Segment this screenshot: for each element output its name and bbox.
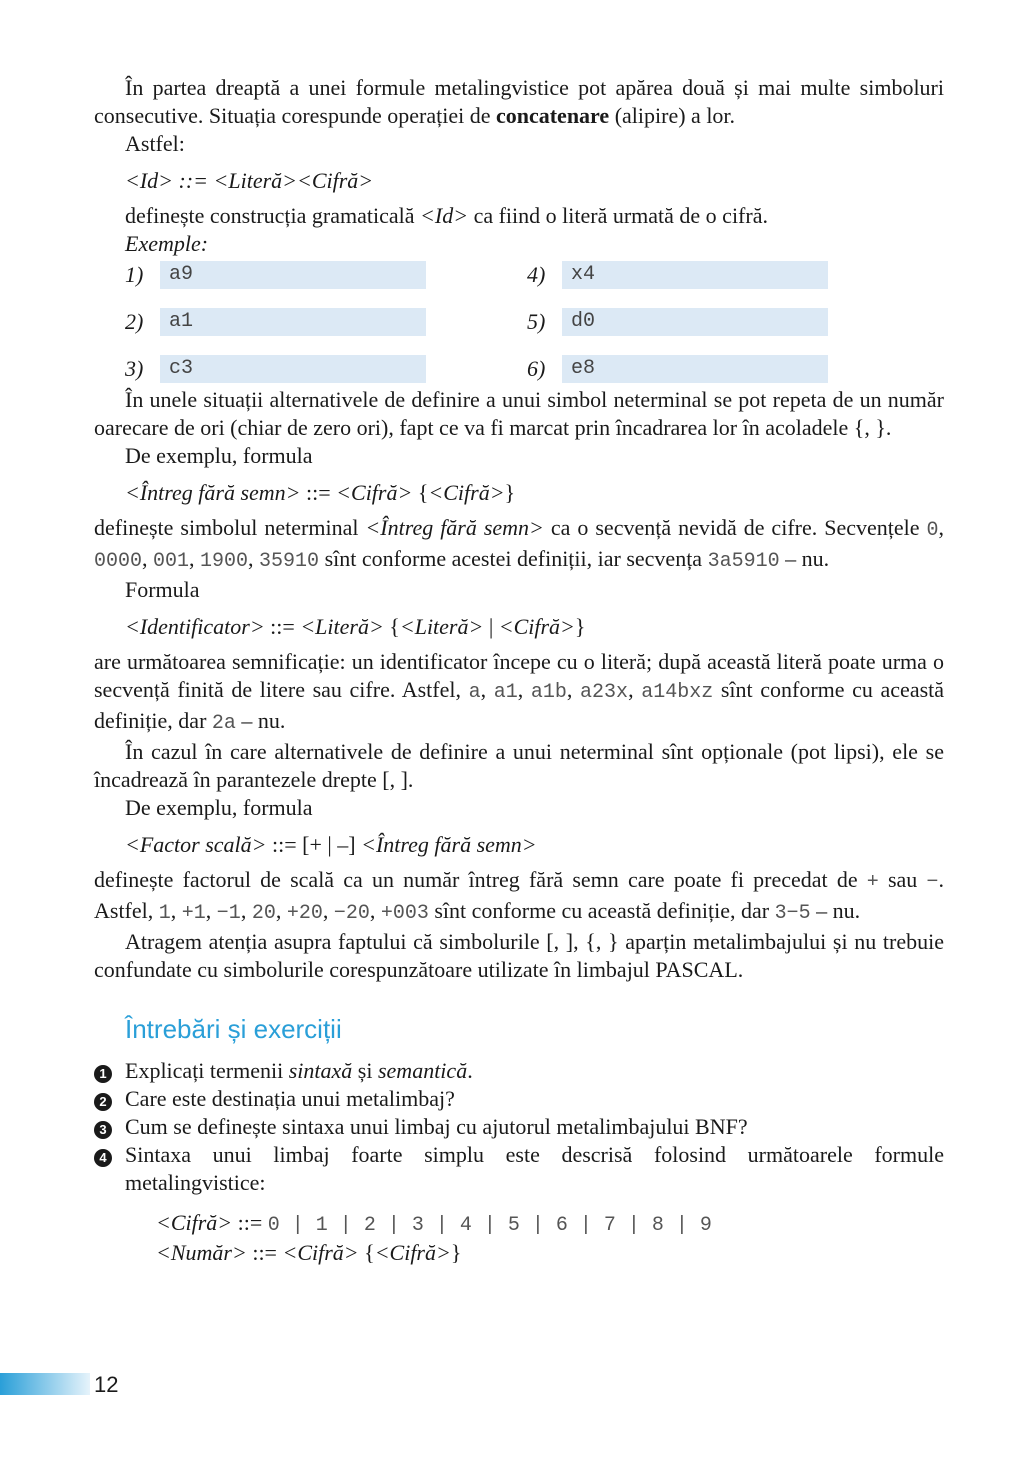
- question-2: 2 Care este destinația unui metalimbaj?: [94, 1085, 944, 1113]
- paragraph-scale-factor: definește factorul de scală ca un număr întreg fără semn care poate fi precedat de + sau −. Astfel, 1, +1, −1, 20, +20, −20, +003 sînt conforme cu această definiție, dar 3−5 – nu.: [94, 867, 944, 925]
- example-item: 5) d0: [527, 308, 929, 336]
- page-body: [94, 74, 944, 1266]
- page-number: 12: [94, 1372, 119, 1397]
- formula-id: <Id> ::= <Literă><Cifră>: [125, 168, 374, 193]
- paragraph-identifier: are următoarea semnificație: un identificator începe cu o literă; după această literă poate urma o secvență finită de litere sau cifre. Astfel, a, a1, a1b, a23x, a14bxz sînt conforme cu această definiție, dar 2a – nu.: [94, 649, 945, 735]
- paragraph-unsigned-integer: definește simbolul neterminal <Întreg fără semn> ca o secvență nevidă de cifre. Secvențele 0, 0000, 001, 1900, 35910 sînt conforme acestei definiții, iar secvența 3a5910 – nu.: [94, 515, 944, 573]
- example-item: 4) x4: [527, 261, 929, 289]
- examples-grid: [125, 260, 944, 384]
- question-4-formulas: [156, 1209, 944, 1266]
- examples-label: Exemple:: [125, 231, 209, 256]
- formula-scale-factor: <Factor scală> ::= [+ | –] <Întreg fără semn>: [125, 832, 537, 857]
- question-4: 4 Sintaxa unui limbaj foarte simplu este descrisă folosind următoarele formule metalingvistice:: [94, 1141, 944, 1197]
- formula-unsigned-integer: <Întreg fără semn> ::= <Cifră> {<Cifră>}: [125, 480, 516, 505]
- paragraph-concatenation: În partea dreaptă a unei formule metalingvistice pot apărea două și mai multe simboluri consecutive. Situația corespunde operației de concatenare (alipire) a lor.: [94, 75, 944, 128]
- page-number-bar: [0, 1373, 90, 1395]
- example-item: 3) c3: [125, 355, 527, 383]
- example-item: 2) a1: [125, 308, 527, 336]
- formula-identifier: <Identificator> ::= <Literă> {<Literă> | <Cifră>}: [125, 614, 586, 639]
- examples-row: [125, 307, 944, 337]
- number-badge-icon: 4: [94, 1149, 112, 1167]
- question-3: 3 Cum se definește sintaxa unui limbaj cu ajutorul metalimbajului BNF?: [94, 1113, 944, 1141]
- number-badge-icon: 2: [94, 1093, 112, 1111]
- paragraph-example-formula-2: De exemplu, formula: [125, 795, 313, 820]
- paragraph-astfel: Astfel:: [125, 131, 185, 156]
- paragraph-example-formula: De exemplu, formula: [125, 443, 313, 468]
- examples-row: [125, 260, 944, 290]
- paragraph-id-definition: definește construcția gramaticală <Id> ca fiind o literă urmată de o cifră.: [125, 203, 768, 228]
- formula-digit: <Cifră> ::= 0 | 1 | 2 | 3 | 4 | 5 | 6 | 7 | 8 | 9: [156, 1210, 712, 1237]
- question-1: 1 Explicați termenii sintaxă și semantică.: [94, 1057, 944, 1085]
- paragraph-repetition: În unele situații alternativele de definire a unui simbol neterminal se pot repeta de un număr oarecare de ori (chiar de zero ori), fapt ce va fi marcat prin încadrarea lor în acoladele {, }.: [94, 387, 944, 440]
- examples-row: [125, 354, 944, 384]
- number-badge-icon: 3: [94, 1121, 112, 1139]
- formula-number: <Număr> ::= <Cifră> {<Cifră>}: [156, 1240, 462, 1265]
- example-item: 1) a9: [125, 261, 527, 289]
- paragraph-attention: Atragem atenția asupra faptului că simbolurile [, ], {, } aparțin metalimbajului și nu trebuie confundate cu simbolurile corespunzătoare utilizate în limbajul PASCAL.: [94, 929, 944, 982]
- bold-term: concatenare: [495, 103, 610, 128]
- section-title: Întrebări și exerciții: [125, 1014, 342, 1044]
- example-item: 6) e8: [527, 355, 929, 383]
- paragraph-formula: Formula: [125, 577, 200, 602]
- number-badge-icon: 1: [94, 1065, 112, 1083]
- paragraph-optional: În cazul în care alternativele de definire a unui neterminal sînt opționale (pot lipsi), ele se încadrează în parantezele drepte [, ].: [94, 739, 944, 792]
